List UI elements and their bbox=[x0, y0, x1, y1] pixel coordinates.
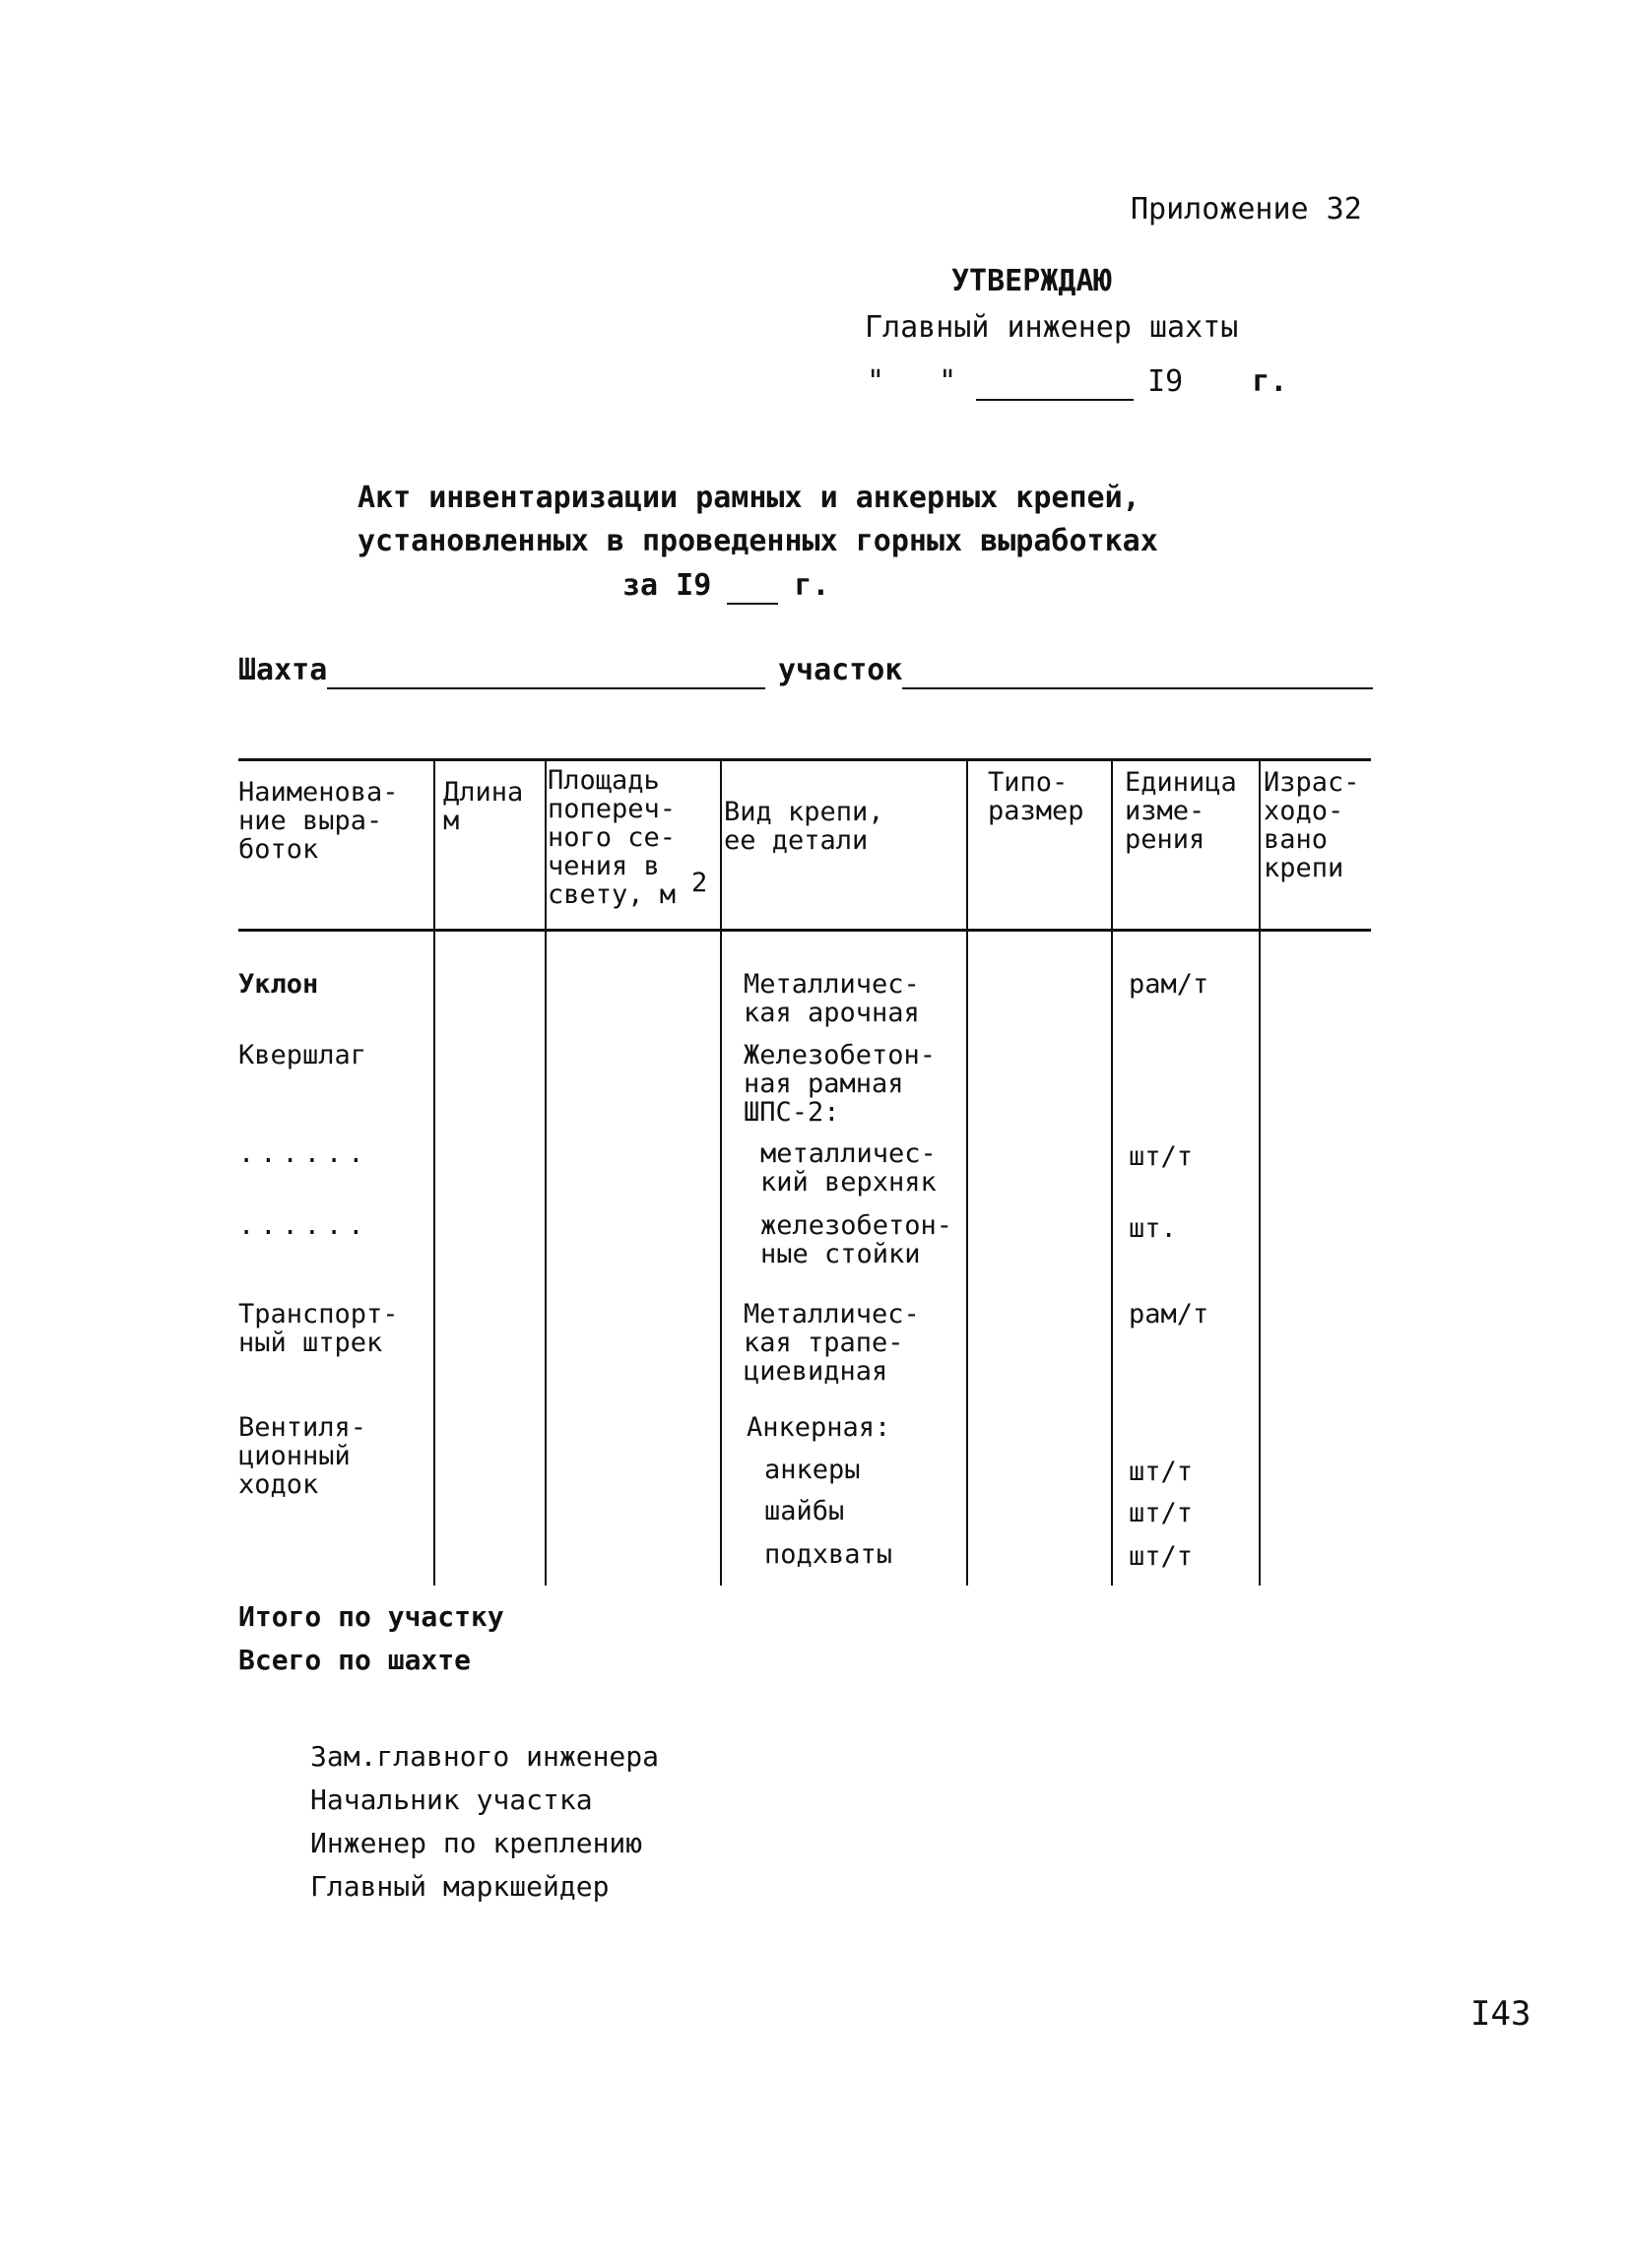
page-number: I43 bbox=[1470, 1994, 1531, 2034]
working-row-2: Квершлаг bbox=[238, 1040, 367, 1070]
mine-label: Шахта bbox=[238, 653, 328, 687]
signature-chief-surveyor: Главный маркшейдер bbox=[310, 1870, 610, 1903]
col-divider-6 bbox=[1259, 758, 1261, 1586]
date-year-suffix: г. bbox=[1252, 364, 1288, 399]
working-row-5: Транспорт- ный штрек bbox=[238, 1299, 399, 1358]
header-consumed: Израс- ходо- вано крепи bbox=[1264, 767, 1360, 883]
unit-row-5: шт/т bbox=[1129, 1457, 1194, 1487]
signature-section-chief: Начальник участка bbox=[310, 1783, 593, 1816]
col-divider-5 bbox=[1111, 758, 1113, 1586]
title-year-suffix: г. bbox=[794, 568, 830, 603]
support-row-1: Металличес- кая арочная bbox=[744, 969, 920, 1028]
title-year-prefix: за I9 bbox=[622, 568, 712, 603]
header-unit: Единица изме- рения bbox=[1125, 767, 1237, 855]
unit-row-2: шт/т bbox=[1129, 1141, 1194, 1172]
col-divider-4 bbox=[966, 758, 968, 1586]
table-top-rule bbox=[238, 758, 1371, 761]
section-field bbox=[778, 653, 1373, 689]
mine-field bbox=[238, 653, 765, 689]
header-area: Площадь попереч- ного се- чения в свету, м bbox=[548, 765, 677, 910]
unit-row-1: рам/т bbox=[1129, 969, 1209, 1000]
signature-deputy-chief-engineer: Зам.главного инженера bbox=[310, 1740, 660, 1773]
total-mine: Всего по шахте bbox=[238, 1644, 472, 1676]
approval-position: Главный инженер шахты bbox=[865, 310, 1239, 345]
unit-row-3: шт. bbox=[1129, 1213, 1177, 1244]
appendix-label: Приложение 32 bbox=[1131, 192, 1362, 227]
support-row-4: железобетон- ные стойки bbox=[760, 1210, 953, 1269]
col-divider-1 bbox=[433, 758, 435, 1586]
table-header-rule bbox=[238, 929, 1371, 932]
support-row-6: Анкерная: bbox=[747, 1412, 891, 1443]
date-year-prefix: I9 bbox=[1147, 364, 1184, 399]
section-label: участок bbox=[778, 653, 903, 687]
doc-title-line-1: Акт инвентаризации рамных и анкерных крепей, bbox=[358, 481, 1140, 515]
working-row-4: ...... bbox=[238, 1210, 370, 1241]
doc-title-line-3 bbox=[622, 568, 829, 605]
unit-row-7: шт/т bbox=[1129, 1541, 1194, 1572]
support-row-7: анкеры bbox=[764, 1455, 861, 1485]
unit-row-6: шт/т bbox=[1129, 1498, 1194, 1528]
header-working-name: Наименова- ние выра- боток bbox=[238, 777, 399, 865]
support-row-8: шайбы bbox=[764, 1496, 845, 1526]
support-row-5: Металличес- кая трапе- циевидная bbox=[744, 1299, 920, 1387]
working-row-6: Вентиля- ционный ходок bbox=[238, 1412, 367, 1500]
working-row-1: Уклон bbox=[238, 969, 319, 1000]
section-blank bbox=[902, 653, 1373, 689]
header-size-type: Типо- размер bbox=[988, 767, 1084, 826]
unit-row-4: рам/т bbox=[1129, 1299, 1209, 1329]
date-month-blank bbox=[976, 364, 1134, 401]
date-quote-close: " bbox=[939, 364, 957, 399]
support-row-3: металличес- кий верхняк bbox=[760, 1138, 937, 1198]
support-row-9: подхваты bbox=[764, 1539, 893, 1570]
date-quote-open: " bbox=[867, 364, 885, 399]
title-year-blank bbox=[727, 568, 778, 605]
doc-title-line-2: установленных в проведенных горных выработках bbox=[358, 524, 1158, 558]
header-length: Длина м bbox=[443, 777, 524, 836]
mine-blank bbox=[327, 653, 765, 689]
header-support-type: Вид крепи, ее детали bbox=[724, 797, 884, 856]
header-area-superscript: 2 bbox=[691, 868, 708, 898]
approval-date-line bbox=[867, 364, 1287, 401]
signature-support-engineer: Инженер по креплению bbox=[310, 1827, 643, 1859]
col-divider-2 bbox=[545, 758, 547, 1586]
support-row-2: Железобетон- ная рамная ШПС-2: bbox=[744, 1040, 937, 1128]
col-divider-3 bbox=[720, 758, 722, 1586]
approval-title: УТВЕРЖДАЮ bbox=[951, 264, 1112, 298]
total-section: Итого по участку bbox=[238, 1600, 504, 1633]
working-row-3: ...... bbox=[238, 1138, 370, 1169]
